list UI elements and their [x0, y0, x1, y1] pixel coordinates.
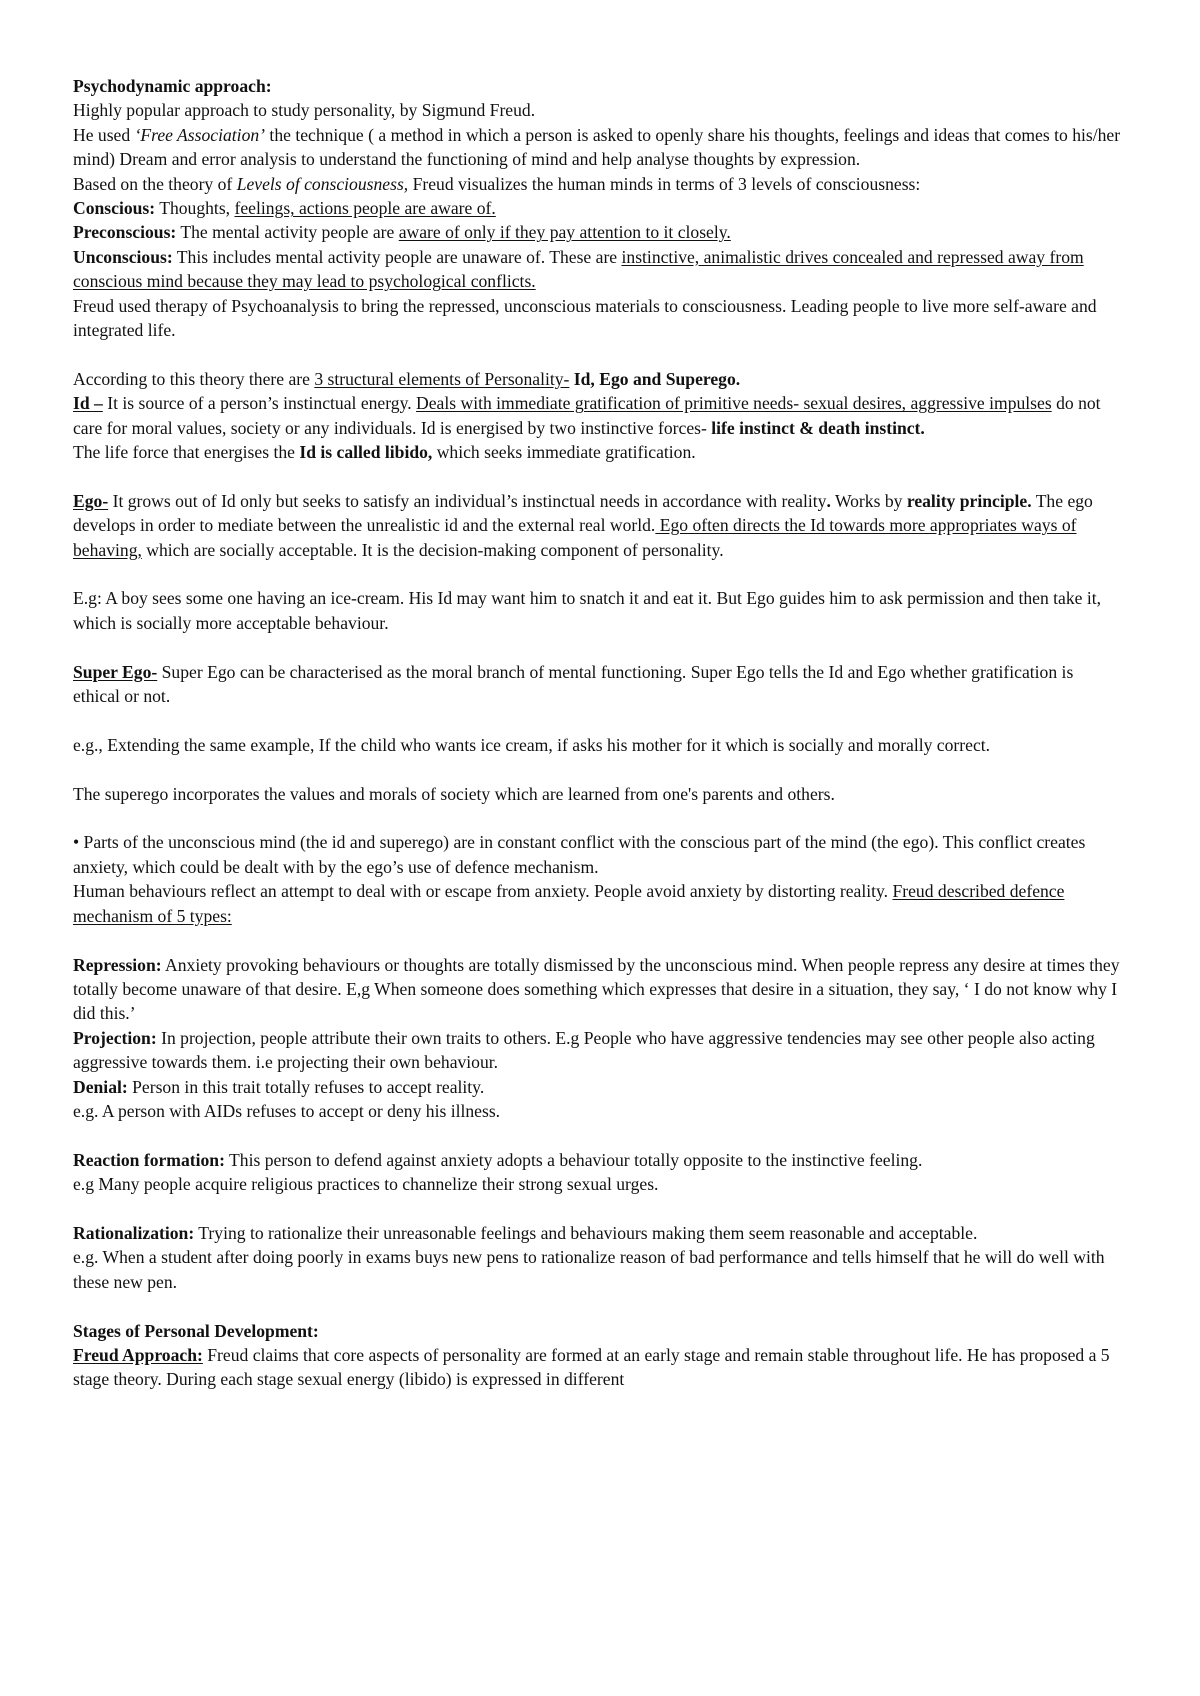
spacer — [73, 562, 1124, 586]
spacer — [73, 1197, 1124, 1221]
superego-values: The superego incorporates the values and morals of society which are learned from one's parents and others. — [73, 783, 835, 804]
superego-example: e.g., Extending the same example, If the child who wants ice cream, if asks his mother for it which is socially and morally correct. — [73, 734, 991, 755]
preconscious-definition: Preconscious: The mental activity people are aware of only if they pay attention to it closely. — [73, 222, 731, 243]
reaction-formation-example: e.g Many people acquire religious practices to channelize their strong sexual urges. — [73, 1174, 659, 1195]
repression-definition: Repression: Anxiety provoking behaviours or thoughts are totally dismissed by the unconscious mind. When people repress any desire at times they totally become unaware of that desire. E,g When someone does something which expresses that desire in a situation, they say, ‘ I do not know why I did this.’ — [73, 954, 1120, 1024]
denial-example: e.g. A person with AIDs refuses to accept or deny his illness. — [73, 1100, 501, 1121]
spacer — [73, 635, 1124, 659]
spacer — [73, 342, 1124, 366]
conscious-definition: Conscious: Thoughts, feelings, actions people are aware of. — [73, 198, 496, 219]
therapy-paragraph: Freud used therapy of Psychoanalysis to bring the repressed, unconscious materials to consciousness. Leading people to live more self-aware and integrated life. — [73, 295, 1097, 341]
anxiety-paragraph: Human behaviours reflect an attempt to deal with or escape from anxiety. People avoid anxiety by distorting reality. Freud described defence mechanism of 5 types: — [73, 881, 1065, 926]
structure-paragraph: According to this theory there are 3 structural elements of Personality- Id, Ego and Superego. — [73, 368, 741, 389]
spacer — [73, 464, 1124, 488]
ego-example: E.g: A boy sees some one having an ice-cream. His Id may want him to snatch it and eat it. But Ego guides him to ask permission and then take it, which is socially more acceptable behaviour. — [73, 588, 1102, 633]
unconscious-definition: Unconscious: This includes mental activity people are unaware of. These are instinctive, animalistic drives concealed and repressed away from conscious mind because they may lead to psychological conflicts. — [73, 246, 1084, 292]
rationalization-example: e.g. When a student after doing poorly in exams buys new pens to rationalize reason of bad performance and tells himself that he will do well with these new pen. — [73, 1247, 1105, 1292]
spacer — [73, 1294, 1124, 1318]
spacer — [73, 1123, 1124, 1147]
spacer — [73, 928, 1124, 952]
projection-definition: Projection: In projection, people attribute their own traits to others. E.g People who have aggressive tendencies may see other people also acting aggressive towards them. i.e projecting their own behaviour. — [73, 1027, 1095, 1073]
stages-heading: Stages of Personal Development: — [73, 1320, 319, 1341]
spacer — [73, 709, 1124, 733]
superego-paragraph: Super Ego- Super Ego can be characterised as the moral branch of mental functioning. Super Ego tells the Id and Ego whether gratification is ethical or not. — [73, 661, 1074, 707]
intro-line: Highly popular approach to study personality, by Sigmund Freud. — [73, 100, 536, 121]
libido-paragraph: The life force that energises the Id is called libido, which seeks immediate gratification. — [73, 442, 696, 463]
rationalization-definition: Rationalization: Trying to rationalize their unreasonable feelings and behaviours making them seem reasonable and acceptable. — [73, 1222, 978, 1243]
reaction-formation-definition: Reaction formation: This person to defend against anxiety adopts a behaviour totally opposite to the instinctive feeling. — [73, 1149, 923, 1170]
denial-definition: Denial: Person in this trait totally refuses to accept reality. — [73, 1076, 485, 1097]
id-paragraph: Id – It is source of a person’s instinctual energy. Deals with immediate gratification of primitive needs- sexual desires, aggressive impulses do not care for moral values, society or any individuals. Id is energised by two instinctive forces- life instinct & death instinct. — [73, 393, 1101, 438]
freud-approach-paragraph: Freud Approach: Freud claims that core aspects of personality are formed at an early stage and remain stable throughout life. He has proposed a 5 stage theory. During each stage sexual energy (libido) is expressed in different — [73, 1344, 1110, 1390]
free-association-paragraph: He used ‘Free Association’ the technique ( a method in which a person is asked to openly share his thoughts, feelings and ideas that comes to his/her mind) Dream and error analysis to understand the functioning of mind and help analyse thoughts by expression. — [73, 124, 1121, 170]
levels-paragraph: Based on the theory of Levels of consciousness, Freud visualizes the human minds in terms of 3 levels of consciousness: — [73, 173, 921, 194]
section-title: Psychodynamic approach: — [73, 76, 272, 96]
ego-paragraph: Ego- It grows out of Id only but seeks to satisfy an individual’s instinctual needs in accordance with reality. Works by reality principle. The ego develops in order to mediate between the unrealistic id and the external real world. Ego often directs the Id towards more appropriates ways of behaving, which are socially acceptable. It is the decision-making component of personality. — [73, 490, 1093, 560]
spacer — [73, 806, 1124, 830]
spacer — [73, 757, 1124, 781]
conflict-bullet: • Parts of the unconscious mind (the id and superego) are in constant conflict with the conscious part of the mind (the ego). This conflict creates anxiety, which could be dealt with by the ego’s use of defence mechanism. — [73, 832, 1086, 877]
